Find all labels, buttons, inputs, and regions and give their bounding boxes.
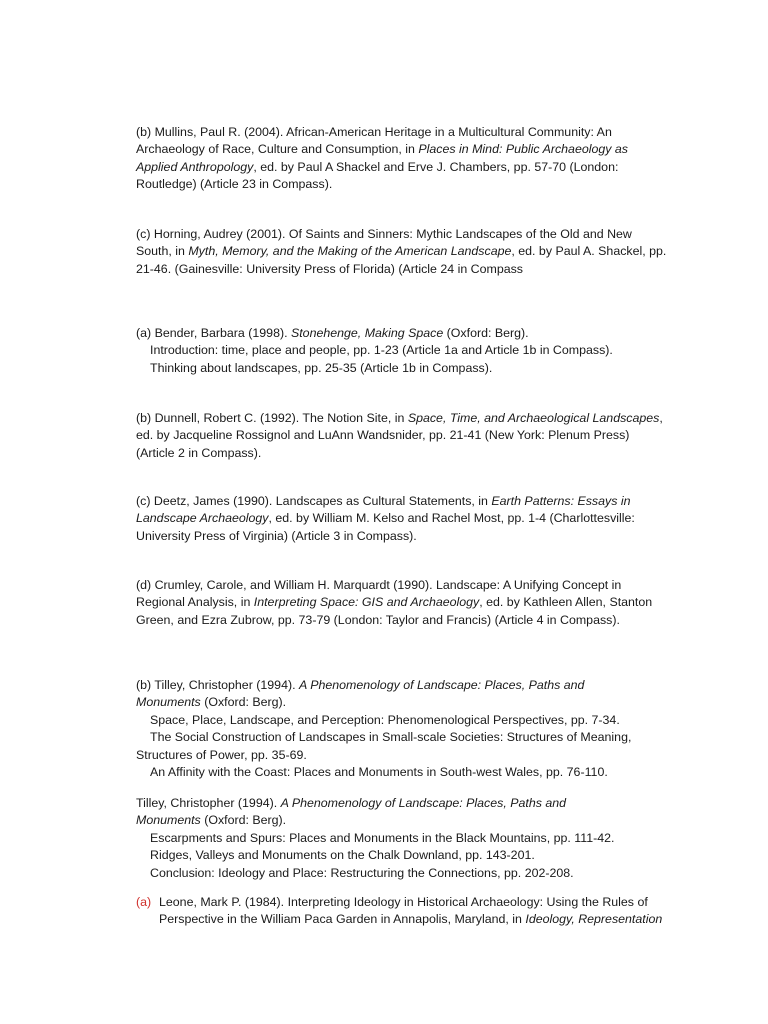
text-segment: (b) Mullins, Paul R. (2004). African-American Heritage in a Multicultural Community: An bbox=[136, 125, 612, 139]
text-segment: Leone, Mark P. (1984). Interpreting Ideology in Historical Archaeology: Using the Rules of bbox=[159, 895, 648, 909]
text-segment: 21-46. (Gainesville: University Press of Florida) (Article 24 in Compass bbox=[136, 261, 523, 276]
text-line bbox=[136, 226, 676, 243]
text-line bbox=[159, 894, 679, 911]
text-line bbox=[136, 141, 676, 158]
text-line bbox=[136, 812, 676, 829]
text-segment: (b) Tilley, Christopher (1994). bbox=[136, 678, 299, 692]
text-line bbox=[136, 594, 676, 611]
text-line bbox=[136, 795, 676, 812]
text-segment: The Social Construction of Landscapes in Small-scale Societies: Structures of Meaning, bbox=[150, 730, 632, 745]
text-segment: (Oxford: Berg). bbox=[200, 813, 287, 828]
text-segment: Tilley, Christopher (1994). bbox=[136, 796, 281, 810]
text-line bbox=[136, 261, 676, 278]
text-line bbox=[136, 445, 676, 462]
text-line bbox=[136, 325, 676, 342]
text-line bbox=[136, 577, 676, 594]
italic-title: Applied Anthropology bbox=[136, 159, 254, 174]
text-line bbox=[159, 911, 679, 928]
reference-entry bbox=[136, 493, 676, 545]
reference-entry bbox=[159, 894, 679, 929]
text-line bbox=[136, 410, 676, 427]
italic-title: Monuments bbox=[136, 813, 201, 828]
text-line bbox=[136, 747, 676, 764]
text-segment: (d) Crumley, Carole, and William H. Marquardt (1990). Landscape: A Unifying Concept in bbox=[136, 578, 622, 592]
text-line bbox=[136, 764, 676, 781]
text-segment: , ed. by Kathleen Allen, Stanton bbox=[479, 595, 653, 610]
text-segment: Thinking about landscapes, pp. 25-35 (Article 1b in Compass). bbox=[150, 360, 493, 375]
text-segment: , ed. by Paul A. Shackel, pp. bbox=[511, 244, 667, 259]
reference-entry bbox=[136, 677, 676, 781]
italic-title: Landscape Archaeology bbox=[136, 511, 269, 526]
reference-entry bbox=[136, 226, 676, 278]
text-segment: Regional Analysis, in bbox=[136, 595, 254, 610]
text-line bbox=[136, 510, 676, 527]
text-line bbox=[136, 865, 676, 882]
italic-title: A Phenomenology of Landscape: Places, Paths and bbox=[298, 678, 585, 692]
reference-entry bbox=[136, 577, 676, 629]
reference-entry bbox=[136, 124, 676, 194]
text-segment: Green, and Ezra Zubrow, pp. 73-79 (London: Taylor and Francis) (Article 4 in Compass). bbox=[136, 612, 620, 627]
text-segment: Routledge) (Article 23 in Compass). bbox=[136, 177, 333, 192]
reference-entry bbox=[136, 795, 676, 882]
text-line bbox=[136, 847, 676, 864]
text-segment: Archaeology of Race, Culture and Consumption, in bbox=[136, 142, 419, 157]
text-segment: South, in bbox=[136, 244, 189, 259]
italic-title: A Phenomenology of Landscape: Places, Paths and bbox=[280, 796, 567, 810]
text-segment: University Press of Virginia) (Article 3 in Compass). bbox=[136, 528, 417, 543]
text-segment: Conclusion: Ideology and Place: Restructuring the Connections, pp. 202-208. bbox=[150, 865, 574, 880]
italic-title: Stonehenge, Making Space bbox=[290, 326, 444, 340]
text-segment: Ridges, Valleys and Monuments on the Chalk Downland, pp. 143-201. bbox=[150, 848, 535, 863]
text-segment: (b) Dunnell, Robert C. (1992). The Notion Site, in bbox=[136, 411, 408, 425]
text-line bbox=[136, 360, 676, 377]
italic-title: Places in Mind: Public Archaeology as bbox=[418, 142, 628, 157]
text-segment: (Oxford: Berg). bbox=[200, 695, 287, 710]
text-line bbox=[136, 243, 676, 260]
reference-entry bbox=[136, 410, 676, 462]
text-segment: An Affinity with the Coast: Places and Monuments in South-west Wales, pp. 76-110. bbox=[150, 765, 608, 780]
italic-title: Space, Time, and Archaeological Landscapes bbox=[407, 411, 660, 425]
text-line bbox=[136, 159, 676, 176]
text-line bbox=[136, 612, 676, 629]
italic-title: Earth Patterns: Essays in bbox=[491, 494, 631, 508]
text-segment: , bbox=[659, 411, 663, 425]
italic-title: Interpreting Space: GIS and Archaeology bbox=[253, 595, 480, 610]
text-line bbox=[136, 830, 676, 847]
text-segment: Perspective in the William Paca Garden in Annapolis, Maryland, in bbox=[159, 912, 526, 927]
text-segment: ed. by Jacqueline Rossignol and LuAnn Wandsnider, pp. 21-41 (New York: Plenum Press) bbox=[136, 428, 630, 443]
text-line bbox=[136, 528, 676, 545]
text-segment: (c) Horning, Audrey (2001). Of Saints and Sinners: Mythic Landscapes of the Old and New bbox=[136, 227, 632, 241]
text-line bbox=[136, 712, 676, 729]
text-line bbox=[136, 342, 676, 359]
text-line bbox=[136, 729, 676, 746]
entry-label: (a) bbox=[136, 895, 152, 909]
italic-title: Monuments bbox=[136, 695, 201, 710]
reference-entry bbox=[136, 325, 676, 377]
text-line bbox=[136, 493, 676, 510]
italic-title: Ideology, Representation bbox=[525, 912, 663, 927]
text-line bbox=[136, 694, 676, 711]
text-segment: , ed. by William M. Kelso and Rachel Most, pp. 1-4 (Charlottesville: bbox=[268, 511, 635, 526]
text-segment: (a) Bender, Barbara (1998). bbox=[136, 326, 291, 340]
text-segment: (Article 2 in Compass). bbox=[136, 445, 262, 460]
text-segment: Structures of Power, pp. 35-69. bbox=[136, 747, 307, 762]
text-line bbox=[136, 427, 676, 444]
text-segment: (Oxford: Berg). bbox=[443, 326, 529, 340]
text-segment: Introduction: time, place and people, pp. 1-23 (Article 1a and Article 1b in Compass). bbox=[150, 343, 613, 358]
text-line bbox=[136, 176, 676, 193]
text-segment: Escarpments and Spurs: Places and Monuments in the Black Mountains, pp. 111-42. bbox=[150, 830, 615, 845]
text-line bbox=[136, 677, 676, 694]
italic-title: Myth, Memory, and the Making of the American Landscape bbox=[188, 244, 512, 259]
text-line bbox=[136, 124, 676, 141]
text-segment: , ed. by Paul A Shackel and Erve J. Chambers, pp. 57-70 (London: bbox=[253, 159, 619, 174]
text-segment: Space, Place, Landscape, and Perception: Phenomenological Perspectives, pp. 7-34. bbox=[150, 712, 620, 727]
text-segment: (c) Deetz, James (1990). Landscapes as Cultural Statements, in bbox=[136, 494, 492, 508]
